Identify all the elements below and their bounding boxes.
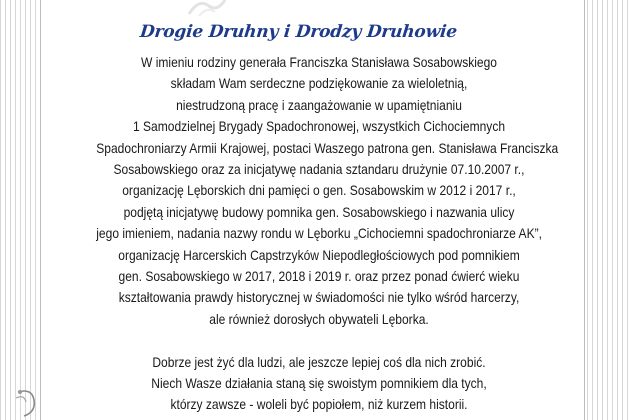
letter-greeting: Drogie Druhny i Drodzy Druhowie — [138, 22, 458, 42]
body-line: niestrudzoną pracę i zaangażowanie w upamiętnianiu — [176, 96, 462, 113]
body-line: jego imieniem, nadania nazwy rondu w Lęborku „Cichociemni spadochroniarze AK”, — [96, 225, 542, 242]
letter-body — [96, 52, 559, 416]
body-line: gen. Sosabowskiego w 2017, 2018 i 2019 r. oraz przez ponad ćwierć wieku — [118, 268, 520, 285]
paragraph-gap — [96, 330, 541, 351]
left-frame-line — [40, 0, 41, 420]
body-line: kształtowania prawdy historycznej w świadomości nie tylko wśród harcerzy, — [118, 289, 520, 306]
body-line: którzy zawsze - woleli być popiołem, niż kurzem historii. — [170, 396, 468, 413]
body-line: Sosabowskiego oraz za inicjatywę nadania sztandaru drużynie 07.10.2007 r., — [113, 161, 525, 178]
body-line: składam Wam serdeczne podziękowanie za wieloletnią, — [170, 75, 468, 92]
body-line: organizację Harcerskich Capstrzyków Niepodległościowych pod pomnikiem — [118, 246, 520, 263]
corner-flourish-ornament — [12, 386, 42, 420]
left-striped-border — [0, 0, 38, 420]
body-line: W imieniu rodziny generała Franciszka Stanisława Sosabowskiego — [140, 54, 498, 70]
right-striped-border — [587, 0, 631, 420]
right-frame-line — [584, 0, 585, 420]
body-line: podjętą inicjatywę budowy pomnika gen. Sosabowskiego i nazwania ulicy — [123, 203, 515, 220]
body-line: Niech Wasze działania staną się swoistym pomnikiem dla tych, — [151, 375, 487, 392]
body-line: organizację Lęborskich dni pamięci o gen. Sosabowskim w 2012 i 2017 r., — [122, 182, 516, 199]
body-line: Dobrze jest żyć dla ludzi, ale jeszcze lepiej coś dla nich zrobić. — [152, 353, 486, 370]
faded-emblem-ornament — [185, 0, 229, 18]
body-line: ale również dorosłych obywateli Lęborka. — [209, 310, 429, 327]
body-line: 1 Samodzielnej Brygady Spadochronowej, wszystkich Cichociemnych — [132, 118, 506, 135]
body-line: Spadochroniarzy Armii Krajowej, postaci Waszego patrona gen. Stanisława Franciszka — [96, 139, 559, 156]
